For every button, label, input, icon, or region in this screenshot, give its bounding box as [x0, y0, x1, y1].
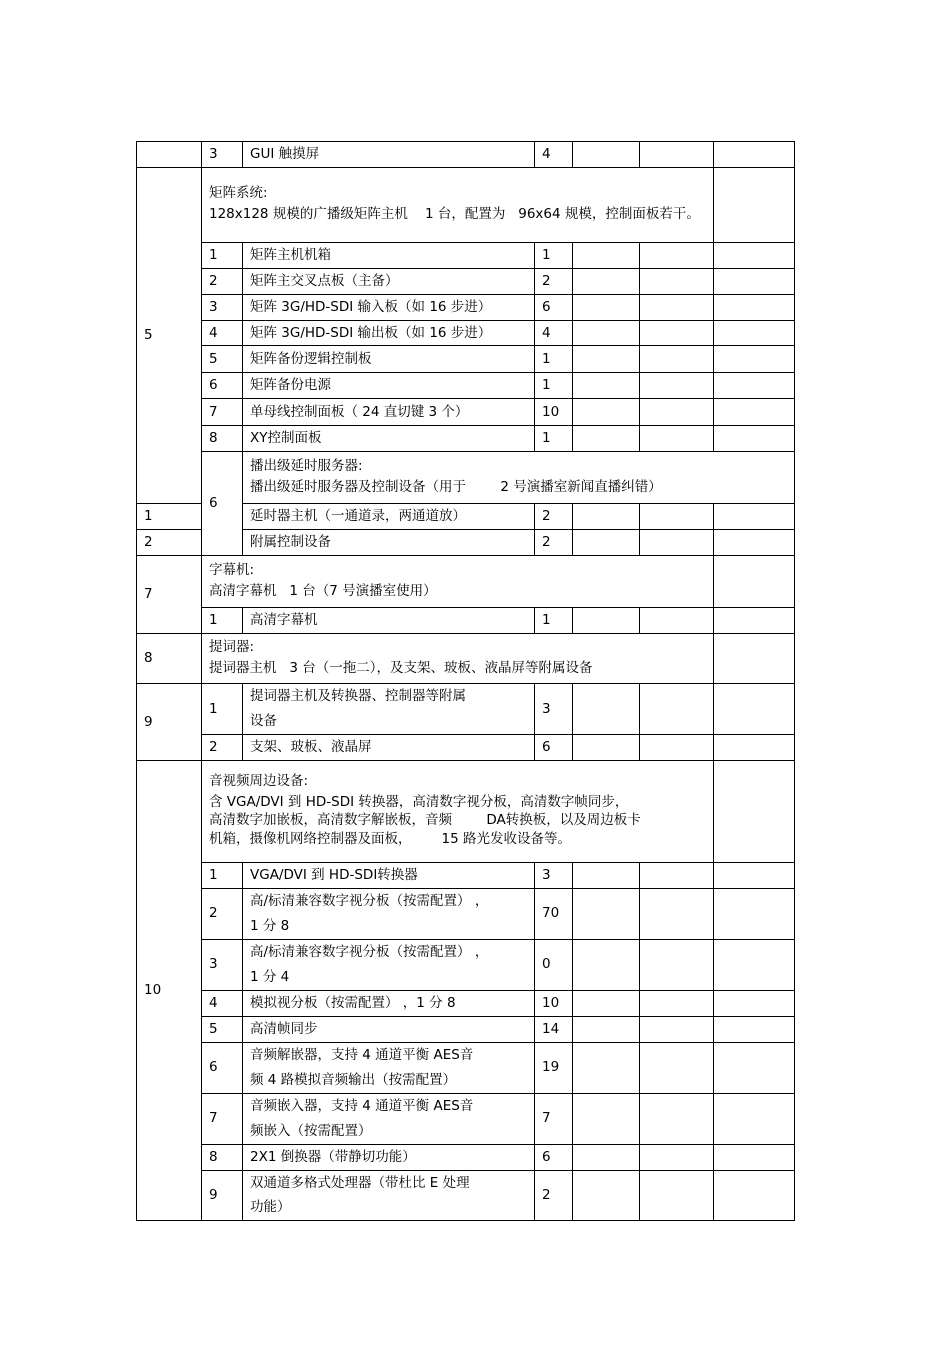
item-row	[137, 294, 795, 320]
remark-cell	[714, 1016, 795, 1042]
item-number: 2	[137, 530, 202, 556]
item-number: 1	[202, 862, 243, 888]
remark-cell	[714, 939, 795, 990]
item-number: 2	[202, 735, 243, 761]
item-name-line: 提词器主机及转换器、控制器等附属	[250, 688, 466, 705]
item-quantity: 1	[535, 373, 573, 399]
item-row	[137, 1144, 795, 1170]
empty-cell	[573, 373, 640, 399]
item-quantity: 1	[535, 608, 573, 634]
remark-cell	[714, 1093, 795, 1144]
item-row	[137, 268, 795, 294]
remark-cell	[714, 268, 795, 294]
section-header-cell	[202, 167, 714, 242]
section-description: 含 VGA/DVI 到 HD-SDI 转换器，高清数字视分板，高清数字帧同步， 高清数字加嵌板，高清数字解嵌板，音频 DA转换板，以及周边板卡 机箱，摄像机网络控制器及面板， 15 路光发收设备等。	[209, 793, 641, 848]
item-name	[243, 990, 535, 1016]
item-number: 7	[202, 399, 243, 426]
item-name	[243, 1042, 535, 1093]
item-row	[137, 142, 795, 168]
item-quantity: 2	[535, 268, 573, 294]
item-number: 2	[202, 268, 243, 294]
section-description: 播出级延时服务器及控制设备（用于 2 号演播室新闻直播纠错）	[250, 478, 662, 495]
item-name-line: 频嵌入（按需配置）	[250, 1122, 372, 1139]
item-number: 4	[202, 320, 243, 346]
item-name	[243, 346, 535, 373]
item-row	[137, 320, 795, 346]
item-number: 3	[202, 294, 243, 320]
item-quantity: 4	[535, 142, 573, 168]
empty-cell	[640, 1016, 714, 1042]
empty-cell	[640, 426, 714, 452]
empty-cell	[640, 990, 714, 1016]
empty-cell	[640, 888, 714, 939]
item-name-line: 功能）	[250, 1199, 291, 1216]
item-quantity: 14	[535, 1016, 573, 1042]
item-number: 1	[202, 242, 243, 268]
item-name-line: 音频嵌入器，支持 4 通道平衡 AES音	[250, 1097, 474, 1114]
section-title: 矩阵系统:	[209, 185, 268, 201]
item-quantity: 2	[535, 504, 573, 530]
item-name-line: 支架、玻板、液晶屏	[250, 739, 372, 756]
empty-cell	[640, 504, 714, 530]
section-title: 字幕机:	[209, 561, 255, 578]
remark-cell	[714, 556, 795, 608]
item-name-line: 高清帧同步	[250, 1020, 318, 1037]
remark-cell	[714, 167, 795, 242]
remark-cell	[714, 504, 795, 530]
item-row	[137, 1170, 795, 1221]
item-name	[243, 320, 535, 346]
section-description: 128x128 规模的广播级矩阵主机 1 台，配置为 96x64 规模，控制面板若干。	[209, 205, 700, 222]
item-quantity: 2	[535, 1170, 573, 1221]
item-number: 2	[202, 888, 243, 939]
item-quantity: 3	[535, 862, 573, 888]
empty-cell	[640, 294, 714, 320]
section-number: 9	[137, 684, 202, 761]
item-name	[243, 242, 535, 268]
remark-cell	[714, 608, 795, 634]
item-name-line: 频 4 路模拟音频输出（按需配置）	[250, 1071, 457, 1088]
item-name	[243, 142, 535, 168]
item-number: 7	[202, 1093, 243, 1144]
item-number: 6	[202, 1042, 243, 1093]
section-title: 提词器:	[209, 638, 255, 655]
empty-cell	[573, 242, 640, 268]
empty-cell	[640, 268, 714, 294]
item-row	[137, 990, 795, 1016]
item-quantity: 1	[535, 346, 573, 373]
item-row	[137, 939, 795, 990]
item-row	[137, 1042, 795, 1093]
item-number: 5	[202, 346, 243, 373]
item-name	[243, 1170, 535, 1221]
section-number: 7	[137, 556, 202, 634]
item-name-line: 矩阵备份逻辑控制板	[250, 351, 372, 367]
item-name-line: 设备	[250, 713, 277, 730]
empty-cell	[640, 1093, 714, 1144]
item-name-line: 矩阵主交叉点板（主备）	[250, 272, 399, 289]
remark-cell	[714, 320, 795, 346]
remark-cell	[714, 294, 795, 320]
item-name-line: 矩阵主机机箱	[250, 246, 331, 263]
item-row	[137, 735, 795, 761]
item-name-line: 模拟视分板（按需配置） ，1 分 8	[250, 994, 456, 1011]
item-row	[137, 399, 795, 426]
empty-cell	[640, 862, 714, 888]
remark-cell	[714, 634, 795, 684]
section-number: 6	[202, 452, 243, 556]
empty-cell	[573, 426, 640, 452]
empty-cell	[573, 346, 640, 373]
equipment-table	[136, 141, 795, 1221]
item-number: 3	[202, 939, 243, 990]
empty-cell	[640, 399, 714, 426]
item-row	[137, 373, 795, 399]
empty-cell	[573, 1042, 640, 1093]
item-row	[137, 242, 795, 268]
item-quantity: 3	[535, 684, 573, 735]
item-quantity: 1	[535, 242, 573, 268]
empty-cell	[573, 530, 640, 556]
remark-cell	[714, 530, 795, 556]
item-name-line: 1 分 4	[250, 968, 290, 985]
empty-cell	[640, 684, 714, 735]
empty-cell	[573, 939, 640, 990]
empty-cell	[640, 346, 714, 373]
empty-cell	[573, 399, 640, 426]
empty-cell	[640, 320, 714, 346]
item-name-line: 1 分 8	[250, 917, 290, 934]
item-quantity: 70	[535, 888, 573, 939]
item-number: 8	[202, 1144, 243, 1170]
empty-cell	[640, 373, 714, 399]
section-header-row	[137, 634, 795, 684]
item-number: 9	[202, 1170, 243, 1221]
item-row	[137, 608, 795, 634]
item-name	[243, 399, 535, 426]
item-name-line: 矩阵 3G/HD-SDI 输出板（如 16 步进）	[250, 324, 492, 341]
empty-cell	[573, 142, 640, 168]
empty-cell	[640, 1042, 714, 1093]
remark-cell	[714, 735, 795, 761]
item-quantity: 2	[535, 530, 573, 556]
empty-cell	[573, 294, 640, 320]
item-quantity: 1	[535, 426, 573, 452]
item-quantity: 19	[535, 1042, 573, 1093]
item-name	[243, 373, 535, 399]
section-header-cell	[202, 760, 714, 862]
item-name-line: 附属控制设备	[250, 534, 331, 551]
item-name	[243, 735, 535, 761]
item-number: 1	[137, 504, 202, 530]
item-name-line: GUI 触摸屏	[250, 146, 320, 162]
remark-cell	[714, 760, 795, 862]
section-header-cell	[202, 556, 714, 608]
empty-cell	[640, 530, 714, 556]
item-name	[243, 1144, 535, 1170]
empty-cell	[640, 608, 714, 634]
section-number: 10	[137, 760, 202, 1220]
item-row	[137, 1016, 795, 1042]
section-number	[137, 142, 202, 168]
item-name	[243, 294, 535, 320]
empty-cell	[573, 1016, 640, 1042]
item-number: 4	[202, 990, 243, 1016]
section-header-cell	[243, 452, 795, 504]
empty-cell	[573, 1170, 640, 1221]
remark-cell	[714, 426, 795, 452]
empty-cell	[573, 888, 640, 939]
item-row	[137, 346, 795, 373]
item-name	[243, 1016, 535, 1042]
item-row	[137, 684, 795, 735]
empty-cell	[640, 1144, 714, 1170]
section-description: 提词器主机 3 台（一拖二），及支架、玻板、液晶屏等附属设备	[209, 659, 593, 676]
item-name-line: 2X1 倒换器（带静切功能）	[250, 1148, 416, 1165]
item-name	[243, 684, 535, 735]
item-name-line: 矩阵 3G/HD-SDI 输入板（如 16 步进）	[250, 298, 492, 315]
item-name-line: 音频解嵌器，支持 4 通道平衡 AES音	[250, 1046, 474, 1063]
empty-cell	[573, 862, 640, 888]
remark-cell	[714, 346, 795, 373]
remark-cell	[714, 888, 795, 939]
empty-cell	[573, 504, 640, 530]
empty-cell	[640, 1170, 714, 1221]
item-row	[137, 426, 795, 452]
empty-cell	[640, 735, 714, 761]
empty-cell	[573, 735, 640, 761]
item-name-line: 矩阵备份电源	[250, 377, 331, 394]
remark-cell	[714, 373, 795, 399]
item-name-line: 高清字幕机	[250, 612, 318, 629]
item-row	[137, 862, 795, 888]
item-row	[137, 1093, 795, 1144]
item-name-line: 双通道多格式处理器（带杜比 E 处理	[250, 1174, 470, 1191]
remark-cell	[714, 862, 795, 888]
section-number: 8	[137, 634, 202, 684]
item-name-line: 高/标清兼容数字视分板（按需配置） ，	[250, 893, 489, 910]
item-quantity: 4	[535, 320, 573, 346]
remark-cell	[714, 399, 795, 426]
remark-cell	[714, 142, 795, 168]
remark-cell	[714, 242, 795, 268]
item-name-line: XY控制面板	[250, 430, 322, 447]
item-name-line: 高/标清兼容数字视分板（按需配置） ，	[250, 944, 489, 961]
item-name-line: 延时器主机（一通道录，两通道放）	[250, 508, 466, 525]
remark-cell	[714, 990, 795, 1016]
section-description: 高清字幕机 1 台（7 号演播室使用）	[209, 582, 437, 599]
section-header-row	[137, 167, 795, 242]
empty-cell	[640, 939, 714, 990]
item-name	[243, 530, 535, 556]
item-number: 8	[202, 426, 243, 452]
item-name	[243, 268, 535, 294]
item-number: 1	[202, 684, 243, 735]
empty-cell	[640, 142, 714, 168]
item-name	[243, 888, 535, 939]
item-name	[243, 608, 535, 634]
item-name	[243, 939, 535, 990]
empty-cell	[573, 268, 640, 294]
section-header-cell	[202, 634, 714, 684]
empty-cell	[573, 608, 640, 634]
item-name-line: VGA/DVI 到 HD-SDI转换器	[250, 866, 418, 883]
empty-cell	[640, 242, 714, 268]
item-number: 6	[202, 373, 243, 399]
empty-cell	[573, 1144, 640, 1170]
item-quantity: 10	[535, 990, 573, 1016]
empty-cell	[573, 684, 640, 735]
section-header-row	[137, 556, 795, 608]
item-quantity: 0	[535, 939, 573, 990]
item-quantity: 6	[535, 1144, 573, 1170]
section-header-row	[137, 452, 795, 504]
item-name	[243, 862, 535, 888]
item-name	[243, 1093, 535, 1144]
empty-cell	[573, 1093, 640, 1144]
empty-cell	[573, 320, 640, 346]
section-title: 音视频周边设备:	[209, 772, 309, 789]
remark-cell	[714, 684, 795, 735]
item-quantity: 10	[535, 399, 573, 426]
item-name	[243, 504, 535, 530]
item-number: 1	[202, 608, 243, 634]
item-quantity: 6	[535, 294, 573, 320]
item-number: 3	[202, 142, 243, 168]
remark-cell	[714, 1042, 795, 1093]
item-name-line: 单母线控制面板（ 24 直切键 3 个）	[250, 403, 469, 420]
empty-cell	[573, 990, 640, 1016]
item-name	[243, 426, 535, 452]
remark-cell	[714, 1170, 795, 1221]
item-number: 5	[202, 1016, 243, 1042]
item-row	[137, 888, 795, 939]
section-title: 播出级延时服务器:	[250, 457, 363, 474]
item-quantity: 7	[535, 1093, 573, 1144]
item-quantity: 6	[535, 735, 573, 761]
section-header-row	[137, 760, 795, 862]
remark-cell	[714, 1144, 795, 1170]
section-number: 5	[137, 167, 202, 503]
